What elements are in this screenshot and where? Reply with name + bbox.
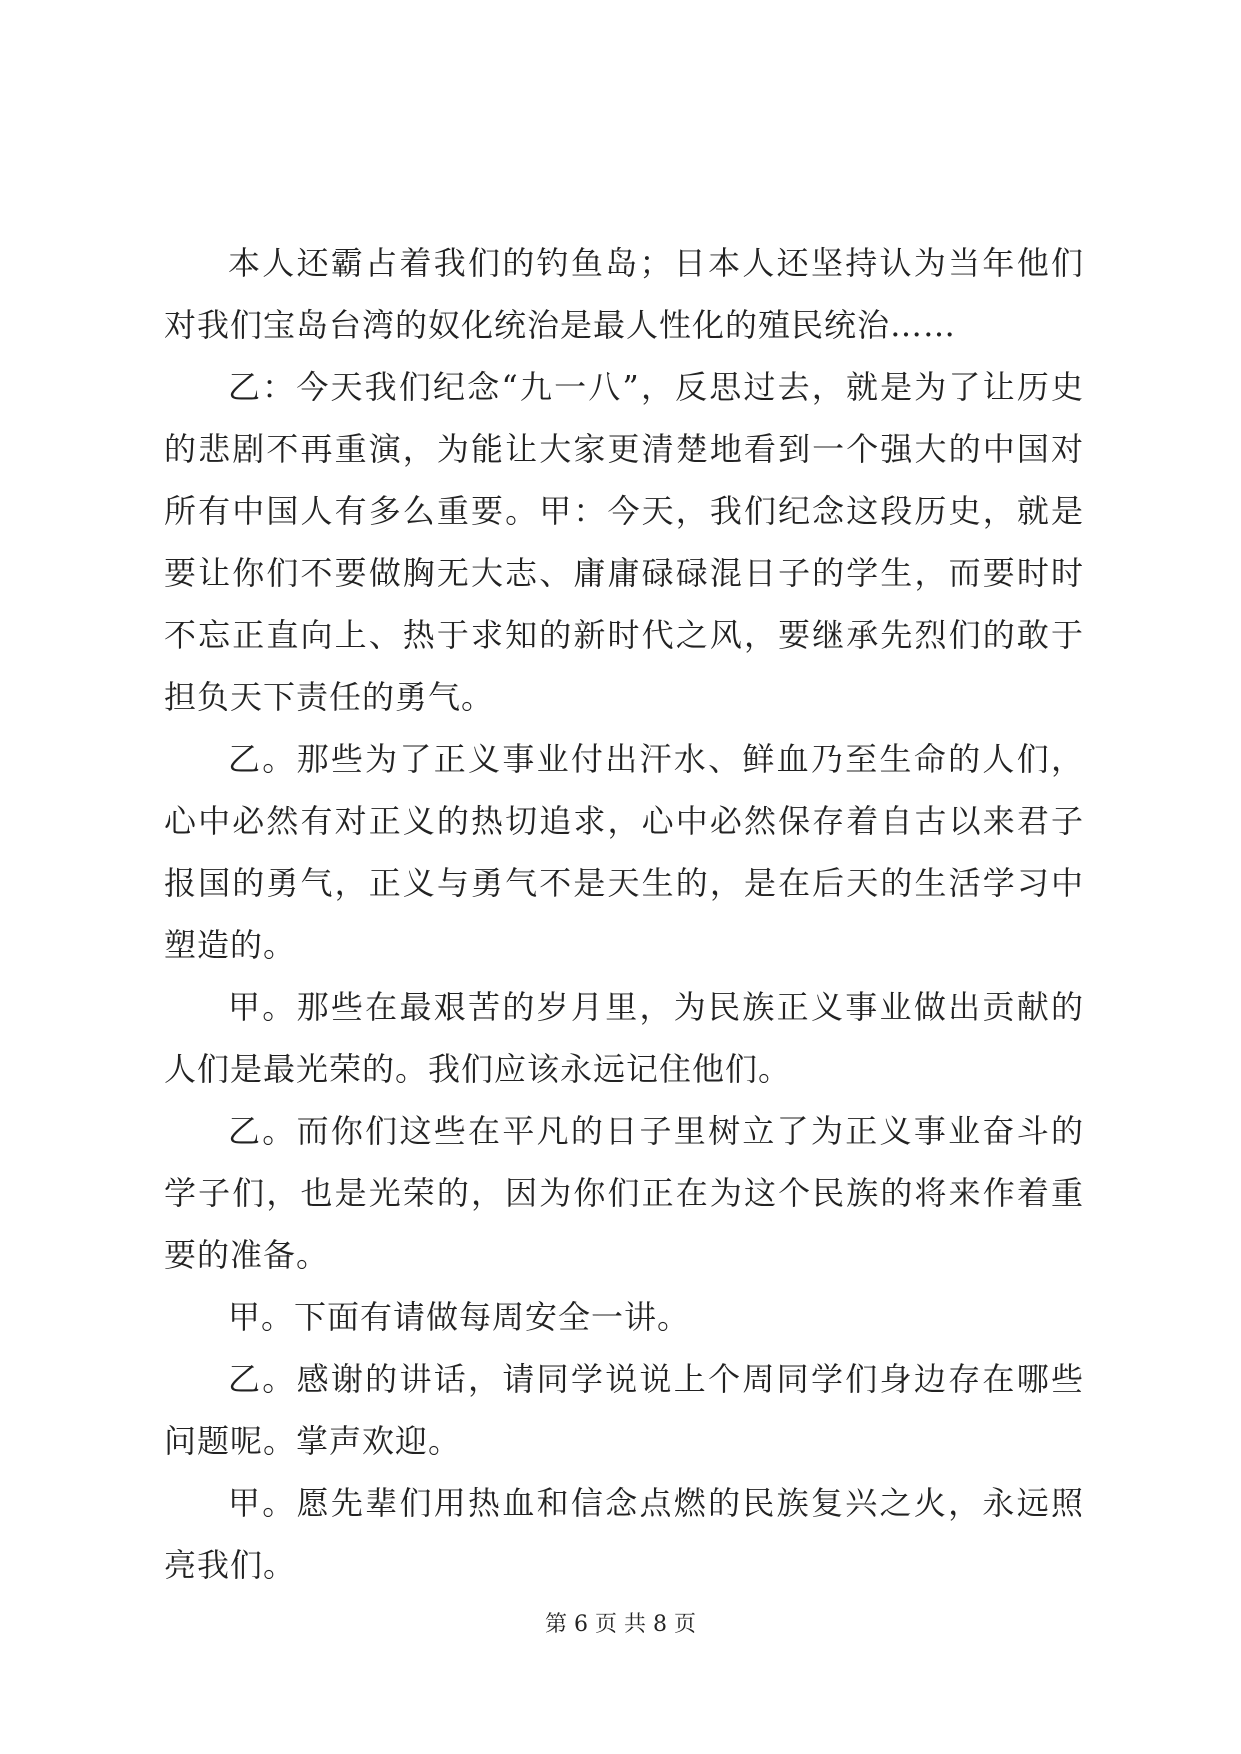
paragraph: 甲。那些在最艰苦的岁月里，为民族正义事业做出贡献的人们是最光荣的。我们应该永远记住他们。 <box>164 988 1084 1088</box>
paragraph: 本人还霸占着我们的钓鱼岛；日本人还坚持认为当年他们对我们宝岛台湾的奴化统治是最人性化的殖民统治…… <box>164 244 1084 344</box>
document-body <box>164 232 1084 1596</box>
page-number-footer: 第 6 页 共 8 页 <box>545 1612 696 1637</box>
paragraph: 乙。而你们这些在平凡的日子里树立了为正义事业奋斗的学子们，也是光荣的，因为你们正在为这个民族的将来作着重要的准备。 <box>164 1112 1084 1274</box>
paragraph: 甲。愿先辈们用热血和信念点燃的民族复兴之火，永远照亮我们。 <box>164 1484 1084 1584</box>
paragraph: 乙。那些为了正义事业付出汗水、鲜血乃至生命的人们，心中必然有对正义的热切追求，心中必然保存着自古以来君子报国的勇气，正义与勇气不是天生的，是在后天的生活学习中塑造的。 <box>164 740 1084 964</box>
paragraph: 甲。下面有请做每周安全一讲。 <box>228 1298 691 1336</box>
paragraph: 乙。感谢的讲话，请同学说说上个周同学们身边存在哪些问题呢。掌声欢迎。 <box>164 1360 1084 1460</box>
paragraph: 乙：今天我们纪念“九一八”，反思过去，就是为了让历史的悲剧不再重演，为能让大家更清楚地看到一个强大的中国对所有中国人有多么重要。甲：今天，我们纪念这段历史，就是要让你们不要做胸无大志、庸庸碌碌混日子的学生，而要时时不忘正直向上、热于求知的新时代之风，要继承先烈们的敢于担负天下责任的勇气。 <box>164 368 1084 716</box>
